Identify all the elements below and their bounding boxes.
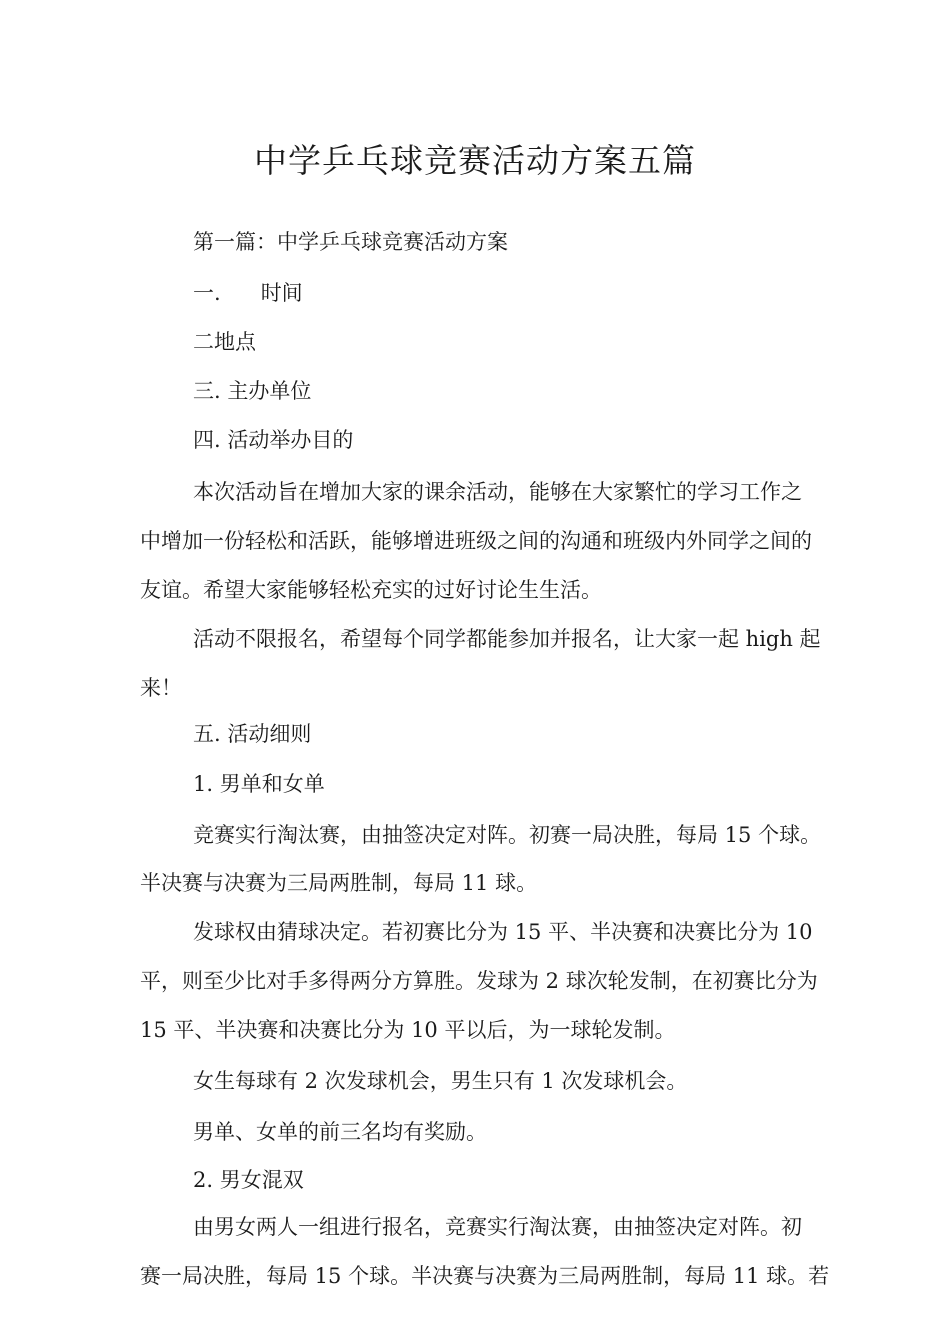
subheading-mixed-doubles: 2. 男女混双 xyxy=(193,1168,304,1192)
paragraph-line: 平，则至少比对手多得两分方算胜。发球为 2 球次轮发制，在初赛比分为 xyxy=(140,969,818,993)
paragraph-line: 半决赛与决赛为三局两胜制，每局 11 球。 xyxy=(140,871,538,895)
paragraph-line: 由男女两人一组进行报名，竞赛实行淘汰赛，由抽签决定对阵。初 xyxy=(193,1215,802,1239)
heading-text: 时间 xyxy=(260,281,303,305)
paragraph-line: 来！ xyxy=(140,676,182,700)
heading-location: 二地点 xyxy=(193,330,256,354)
paragraph-line: 男单、女单的前三名均有奖励。 xyxy=(193,1120,487,1144)
paragraph-line: 女生每球有 2 次发球机会，男生只有 1 次发球机会。 xyxy=(193,1069,688,1093)
heading-rules: 五. 活动细则 xyxy=(193,722,312,746)
paragraph-line: 赛一局决胜，每局 15 个球。半决赛与决赛为三局两胜制，每局 11 球。若 xyxy=(140,1264,830,1288)
heading-time xyxy=(193,278,303,308)
paragraph-line: 活动不限报名，希望每个同学都能参加并报名，让大家一起 high 起 xyxy=(193,627,821,651)
paragraph-line: 15 平、半决赛和决赛比分为 10 平以后，为一球轮发制。 xyxy=(140,1018,676,1042)
heading-purpose: 四. 活动举办目的 xyxy=(193,428,354,452)
paragraph-line: 友谊。希望大家能够轻松充实的过好讨论生生活。 xyxy=(140,578,602,602)
heading-organizer: 三. 主办单位 xyxy=(193,379,312,403)
document-title: 中学乒乓球竞赛活动方案五篇 xyxy=(254,141,696,180)
paragraph-line: 本次活动旨在增加大家的课余活动，能够在大家繁忙的学习工作之 xyxy=(193,480,802,504)
paragraph-line: 发球权由猜球决定。若初赛比分为 15 平、半决赛和决赛比分为 10 xyxy=(193,920,813,944)
subheading-singles: 1. 男单和女单 xyxy=(193,772,325,796)
paragraph-line: 竞赛实行淘汰赛，由抽签决定对阵。初赛一局决胜，每局 15 个球。 xyxy=(193,823,822,847)
paragraph-line: 中增加一份轻松和活跃，能够增进班级之间的沟通和班级内外同学之间的 xyxy=(140,529,812,553)
section-heading-part-one: 第一篇：中学乒乓球竞赛活动方案 xyxy=(193,230,508,254)
heading-number: 一. xyxy=(193,281,221,305)
